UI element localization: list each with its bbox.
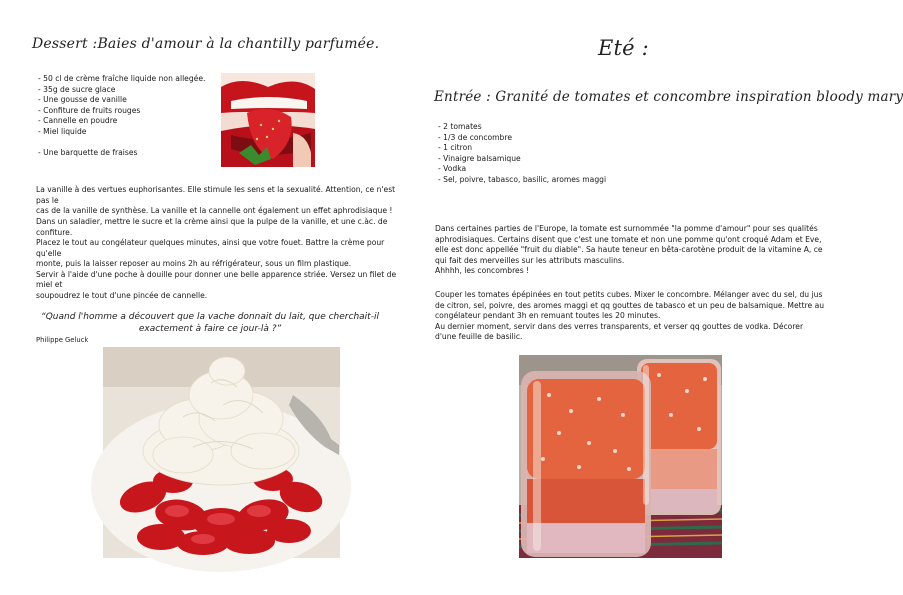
ingredient-item: - Une barquette de fraises <box>38 147 138 157</box>
starter-intro-paragraph <box>435 224 830 277</box>
paragraph-line: Au dernier moment, servir dans des verres transparents, et verser qq gouttes de vodka. Décorer <box>435 321 804 331</box>
paragraph-line: Servir à l'aide d'une poche à douille pour donner une belle apparence striée. Versez un filet de miel et <box>36 269 397 289</box>
ingredient-item: - Une gousse de vanille <box>38 95 127 104</box>
lips-strawberry-photo <box>221 73 315 167</box>
starter-title: Entrée : Granité de tomates et concombre inspiration bloody mary <box>434 89 903 105</box>
paragraph-line: aphrodisiaques. Certains disent que c'est une tomate et non une pomme qu'ont croqué Adam et Eve, <box>435 234 822 244</box>
paragraph-line: elle est donc appellée "fruit du diable". Sa haute teneur en bêta-carotène produit de la vitamine A, ce <box>435 245 823 254</box>
ingredient-item: - Sel, poivre, tabasco, basilic, aromes maggi <box>438 174 607 184</box>
paragraph-line: qui fait des merveilles sur les attributs masculins. <box>435 255 625 265</box>
tomato-granita-photo <box>519 355 722 558</box>
starter-ingredients-list <box>438 122 606 185</box>
ingredient-item: - Vodka <box>438 164 467 173</box>
geluck-quote <box>40 311 380 335</box>
quote-line: exactement à faire ce jour-là ?” <box>138 324 282 334</box>
ingredient-item: - Vinaigre balsamique <box>438 153 521 163</box>
dessert-intro-paragraph <box>36 185 406 217</box>
strawberries-cream-image <box>103 347 340 558</box>
quote-author: Philippe Geluck <box>36 336 89 344</box>
starter-method-paragraph <box>435 290 830 343</box>
paragraph-line: Ahhhh, les concombres ! <box>435 266 530 275</box>
paragraph-line: Dans un saladier, mettre le sucre et la crème ainsi que la pulpe de la vanille, et une c.àc. de confiture. <box>36 217 388 237</box>
ingredient-item: - 35g de sucre glace <box>38 84 116 94</box>
paragraph-line: de citron, sel, poivre, des aromes maggi et qq gouttes de tabasco et un peu de balsamique. Mettre au <box>435 300 825 310</box>
ingredient-item: - 50 cl de crème fraîche liquide non allegée. <box>38 74 206 83</box>
paragraph-line: cas de la vanille de synthèse. La vanille et la cannelle ont également un effet aphrodisiaque ! <box>36 206 393 215</box>
quote-line: “Quand l'homme a découvert que la vache donnait du lait, que cherchait-il <box>41 312 379 322</box>
paragraph-line: soupoudrez le tout d'une pincée de cannelle. <box>36 290 208 300</box>
paragraph-line: Placez le tout au congélateur quelques minutes, ainsi que votre fouet. Battre la crème pour qu'elle <box>36 238 385 258</box>
ingredient-item: - Miel liquide <box>38 126 87 136</box>
paragraph-line: Couper les tomates épépinées en tout petits cubes. Mixer le concombre. Mélanger avec du sel, du jus <box>435 290 823 299</box>
paragraph-line: Dans certaines parties de l'Europe, la tomate est surnommée "la pomme d'amour" pour ses qualités <box>435 224 818 233</box>
right-page <box>421 0 903 595</box>
ingredient-item: - 2 tomates <box>438 122 482 131</box>
ingredient-spacer <box>38 137 205 148</box>
paragraph-line: congélateur pendant 3h en remuant toutes les 20 minutes. <box>435 311 661 320</box>
dessert-ingredients-list <box>38 74 205 158</box>
paragraph-line: La vanille à des vertues euphorisantes. Elle stimule les sens et la sexualité. Attention, ce n'est pas le <box>36 185 396 205</box>
ingredient-item: - Cannelle en poudre <box>38 116 118 125</box>
lips-strawberry-image <box>221 73 315 167</box>
ingredient-item: - Confiture de fruits rouges <box>38 105 141 115</box>
paragraph-line: d'une feuille de basilic. <box>435 332 523 341</box>
paragraph-line: monte, puis la laisser reposer au moins 2h au réfrigérateur, sous un film plastique. <box>36 259 352 268</box>
left-page <box>0 0 421 595</box>
strawberries-cream-photo <box>103 347 340 558</box>
ingredient-item: - 1 citron <box>438 143 473 152</box>
ingredient-item: - 1/3 de concombre <box>438 132 512 142</box>
dessert-method-paragraph <box>36 217 411 301</box>
dessert-title: Dessert :Baies d'amour à la chantilly parfumée. <box>32 36 380 52</box>
tomato-granita-image <box>519 355 722 558</box>
season-title: Eté : <box>598 36 649 60</box>
